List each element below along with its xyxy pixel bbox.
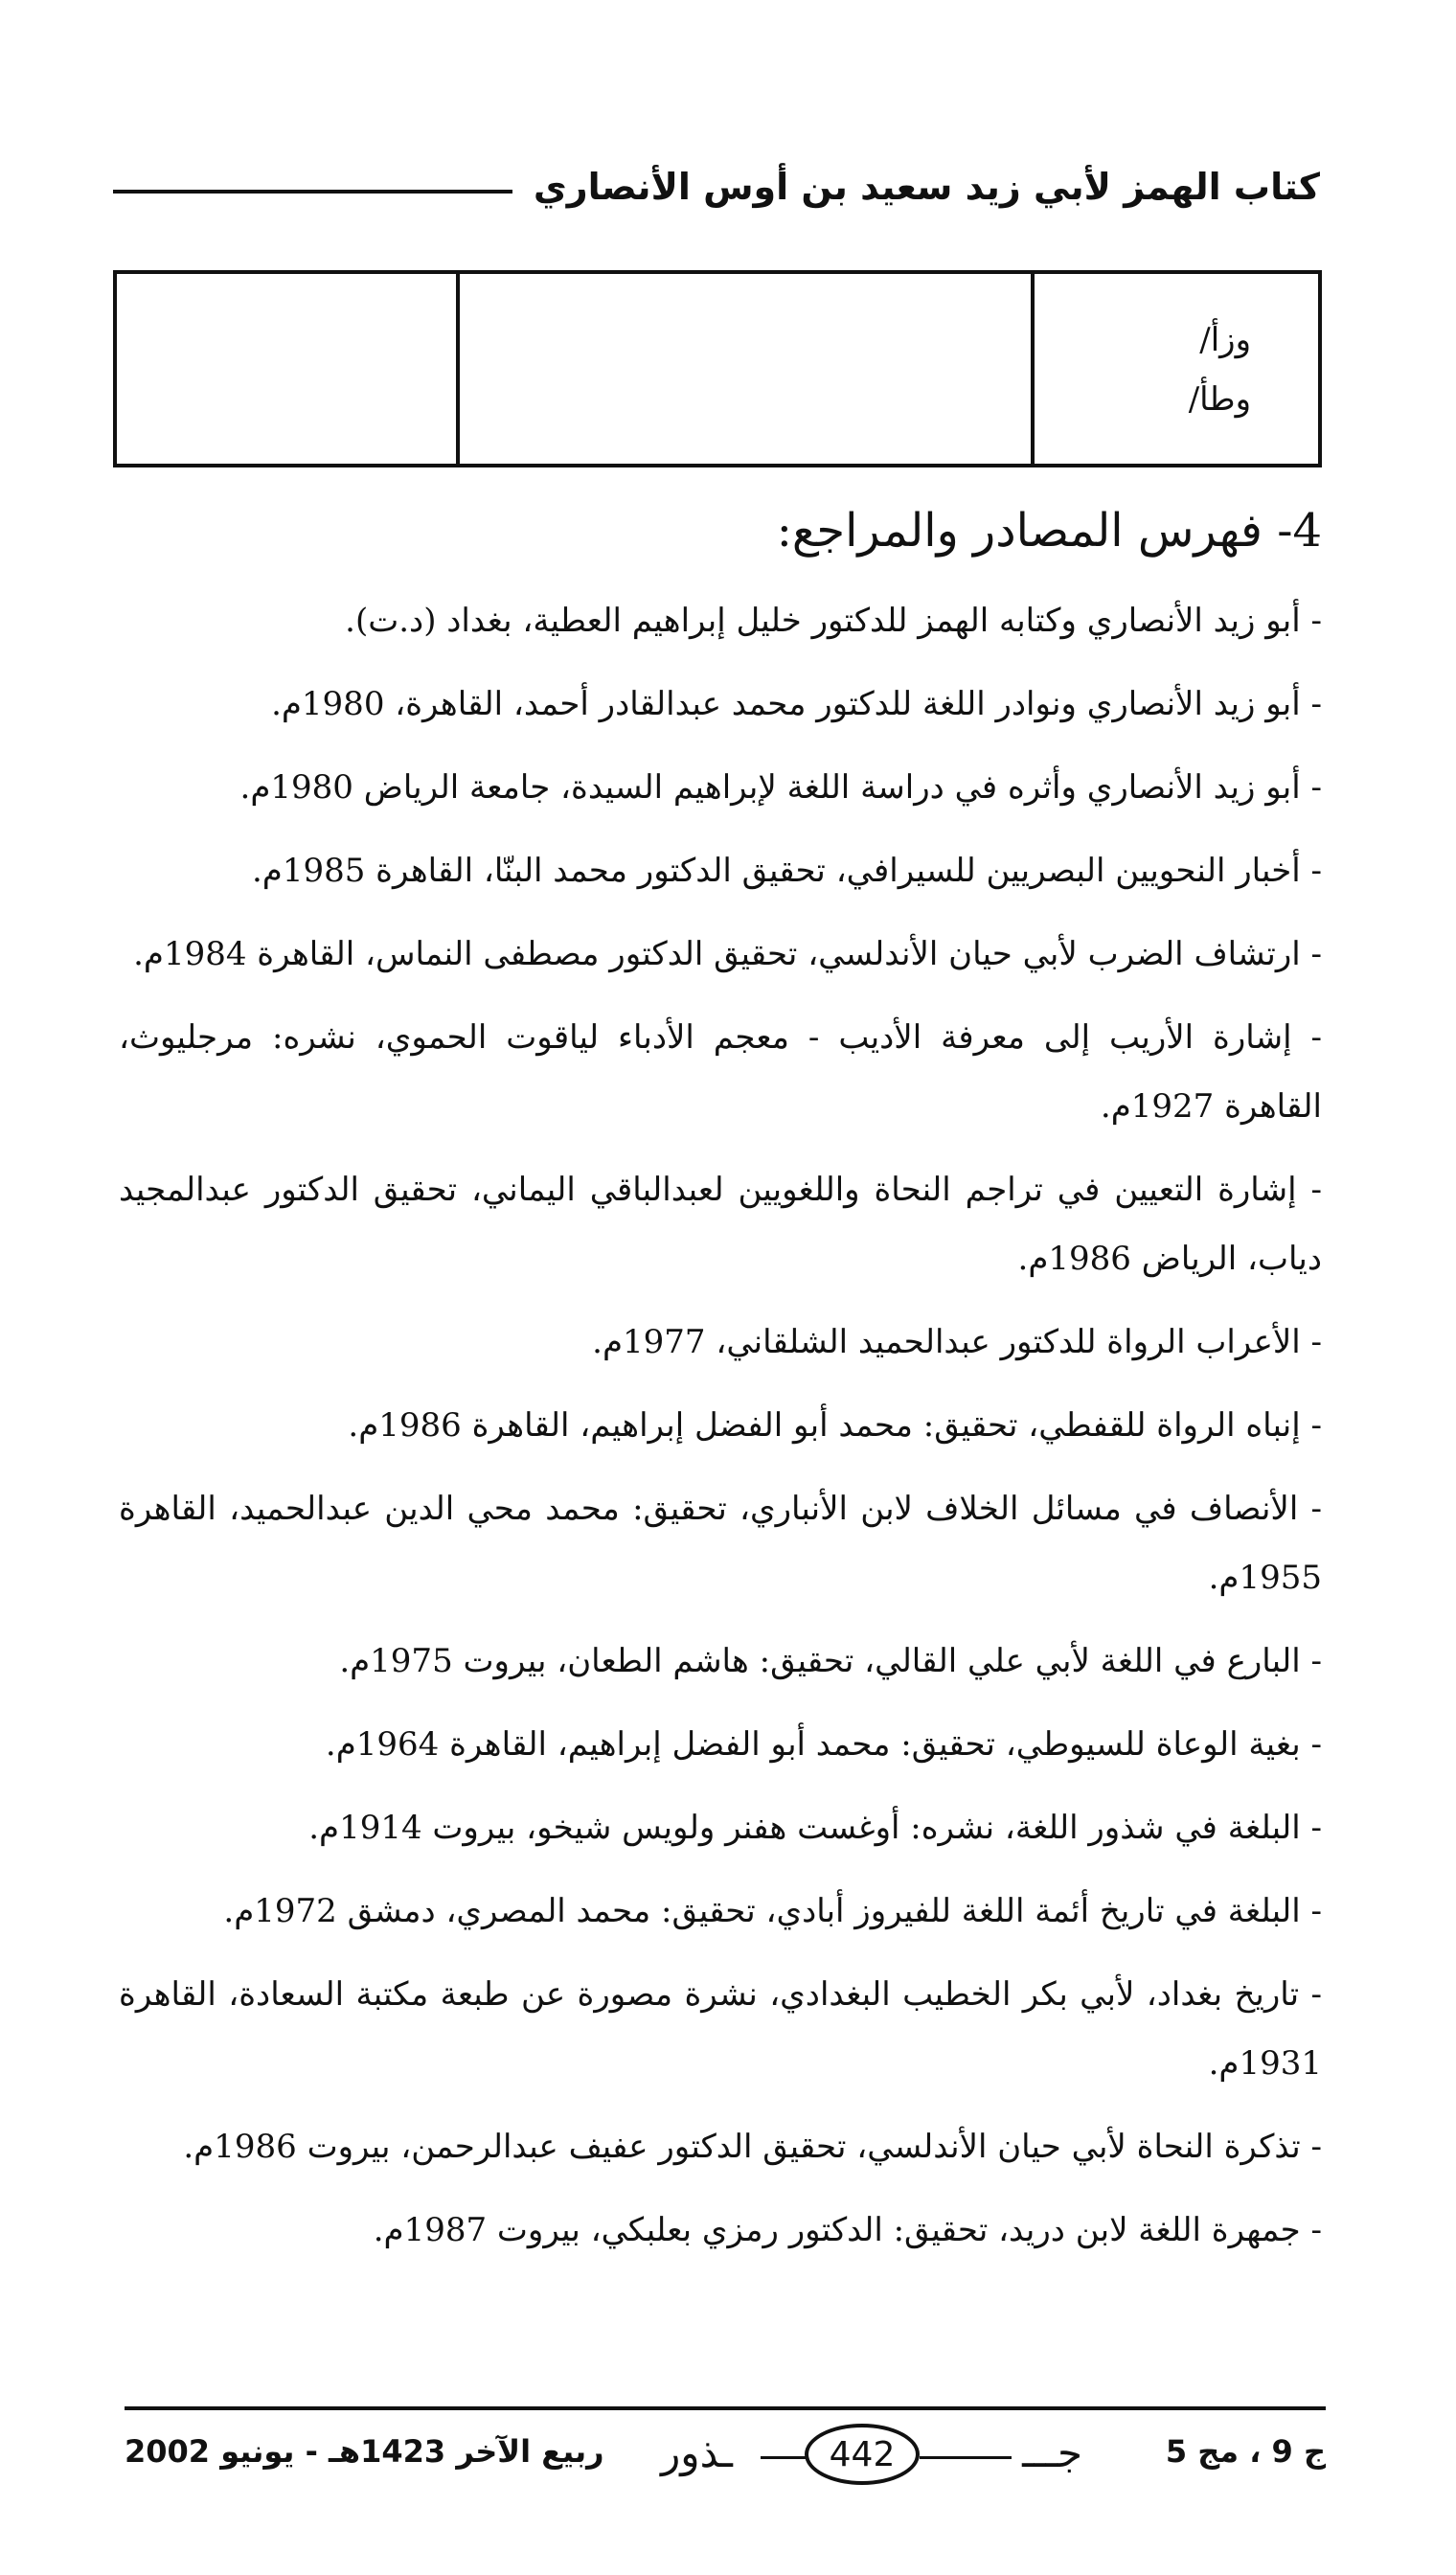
reference-item: - إشارة الأريب إلى معرفة الأديب - معجم الأدباء لياقوت الحموي، نشره: مرجليوث، القاهرة 1927م. xyxy=(119,1018,1322,1126)
reference-item: - أبو زيد الأنصاري وكتابه الهمز للدكتور خليل إبراهيم العطية، بغداد (د.ت). xyxy=(345,602,1322,640)
page-footer xyxy=(125,2418,1326,2504)
table-entry: وزأ/ xyxy=(1199,321,1251,359)
footer-rule xyxy=(125,2406,1326,2410)
reference-item: - إشارة التعيين في تراجم النحاة واللغويين لعبدالباقي اليماني، تحقيق الدكتور عبدالمجيد دياب، الرياض 1986م. xyxy=(119,1171,1322,1278)
reference-item: - تذكرة النحاة لأبي حيان الأندلسي، تحقيق الدكتور عفيف عبدالرحمن، بيروت 1986م. xyxy=(183,2128,1322,2166)
journal-mark xyxy=(661,2418,1082,2495)
reference-item: - إنباه الرواة للقفطي، تحقيق: محمد أبو الفضل إبراهيم، القاهرة 1986م. xyxy=(348,1406,1322,1445)
reference-item: - الأنصاف في مسائل الخلاف لابن الأنباري، تحقيق: محمد محي الدين عبدالحميد، القاهرة 1955م. xyxy=(119,1490,1322,1597)
journal-name-part: ـذور xyxy=(661,2429,733,2476)
reference-item: - البارع في اللغة لأبي علي القالي، تحقيق: هاشم الطعان، بيروت 1975م. xyxy=(339,1642,1322,1680)
reference-item: - تاريخ بغداد، لأبي بكر الخطيب البغدادي، نشرة مصورة عن طبعة مكتبة السعادة، القاهرة 1931م. xyxy=(119,1975,1322,2083)
reference-list xyxy=(119,586,1322,2279)
header-title: كتاب الهمز لأبي زيد سعيد بن أوس الأنصاري xyxy=(533,166,1320,208)
reference-item: - أبو زيد الأنصاري وأثره في دراسة اللغة لإبراهيم السيدة، جامعة الرياض 1980م. xyxy=(239,768,1322,807)
entries-table xyxy=(113,270,1322,467)
page-number: 442 xyxy=(805,2424,920,2485)
journal-tail xyxy=(920,2456,1012,2459)
table-cell-empty xyxy=(456,274,1031,464)
table-entry: وطأ/ xyxy=(1188,380,1251,419)
reference-item: - البلغة في شذور اللغة، نشره: أوغست هفنر ولويس شيخو، بيروت 1914م. xyxy=(308,1809,1322,1847)
reference-item: - بغية الوعاة للسيوطي، تحقيق: محمد أبو الفضل إبراهيم، القاهرة 1964م. xyxy=(325,1725,1322,1764)
table-cell-empty xyxy=(117,274,456,464)
issue-info: ج 9 ، مج 5 xyxy=(1165,2433,1326,2470)
reference-item: - البلغة في تاريخ أئمة اللغة للفيروز أبادي، تحقيق: محمد المصري، دمشق 1972م. xyxy=(223,1892,1322,1930)
running-header xyxy=(113,153,1320,220)
table-cell-entries xyxy=(1031,274,1318,464)
reference-item: - ارتشاف الضرب لأبي حيان الأندلسي، تحقيق الدكتور مصطفى النماس، القاهرة 1984م. xyxy=(133,935,1322,973)
reference-item: - جمهرة اللغة لابن دريد، تحقيق: الدكتور رمزي بعلبكي، بيروت 1987م. xyxy=(373,2211,1322,2249)
journal-tail xyxy=(761,2456,808,2459)
journal-name-part: جـــ xyxy=(1022,2429,1082,2476)
section-heading: 4- فهرس المصادر والمراجع: xyxy=(776,504,1322,558)
reference-item: - أخبار النحويين البصريين للسيرافي، تحقيق الدكتور محمد البنّا، القاهرة 1985م. xyxy=(251,852,1322,890)
reference-item: - أبو زيد الأنصاري ونوادر اللغة للدكتور محمد عبدالقادر أحمد، القاهرة، 1980م. xyxy=(271,685,1322,723)
header-rule xyxy=(113,190,512,194)
issue-date: ربيع الآخر 1423هـ - يونيو 2002 xyxy=(125,2433,604,2470)
reference-item: - الأعراب الرواة للدكتور عبدالحميد الشلقاني، 1977م. xyxy=(592,1323,1322,1361)
